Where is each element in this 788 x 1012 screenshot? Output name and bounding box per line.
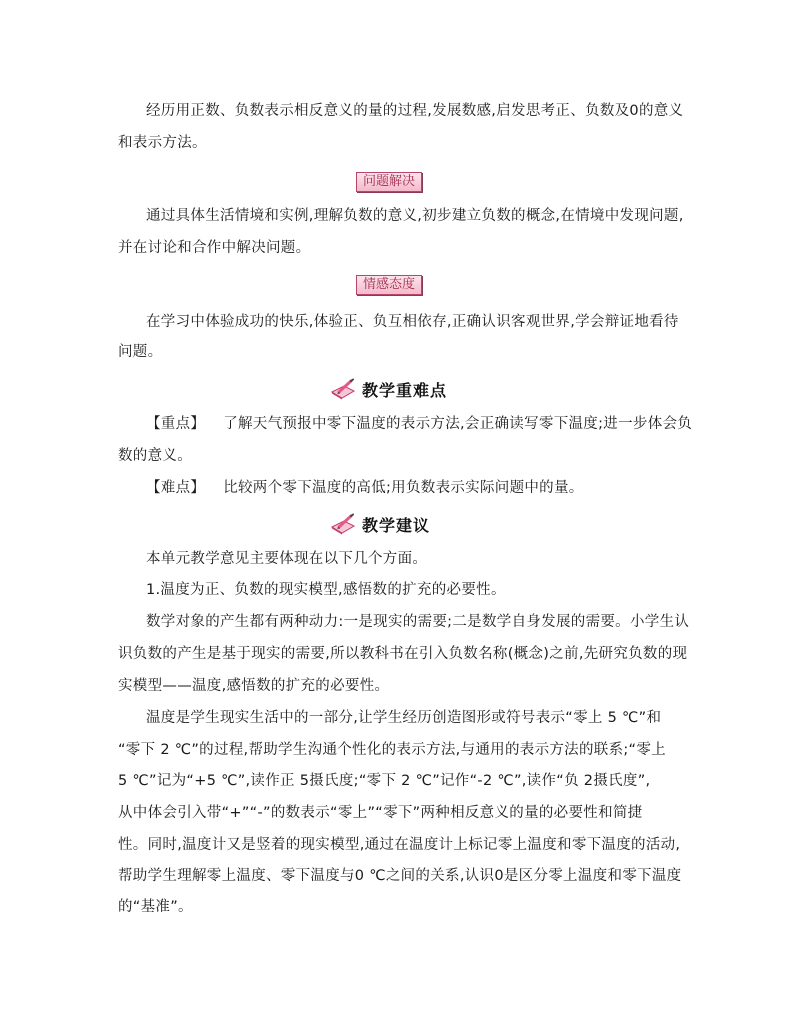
pencil-notebook-icon bbox=[330, 378, 356, 400]
para5-line5: 性。同时,温度计又是竖着的现实模型,通过在温度计上标记零上温度和零下温度的活动, bbox=[118, 837, 681, 853]
difficult-point-line1 bbox=[146, 478, 584, 498]
section-title-suggestions: 教学建议 bbox=[362, 515, 431, 535]
para5-line1: 温度是学生现实生活中的一部分,让学生经历创造图形或符号表示“零上 5 ℃”和 bbox=[146, 710, 662, 726]
para5-line3: 5 ℃”记为“+5 ℃”,读作正 5摄氏度;“零下 2 ℃”记作“-2 ℃”,读作“负 2摄氏度”, bbox=[118, 773, 651, 789]
section-title-key-points: 教学重难点 bbox=[362, 380, 448, 400]
key-point-label: 【重点】 bbox=[146, 416, 206, 432]
section-heading-key-points bbox=[330, 377, 447, 401]
intro-line: 本单元教学意见主要体现在以下几个方面。 bbox=[146, 551, 428, 567]
para4-line2: 识负数的产生是基于现实的需要,所以教科书在引入负数名称(概念)之前,先研究负数的现 bbox=[118, 646, 688, 662]
para3-line1: 在学习中体验成功的快乐,体验正、负互相依存,正确认识客观世界,学会辩证地看待 bbox=[146, 314, 679, 330]
pencil-notebook-icon bbox=[330, 513, 356, 535]
para1-line2: 和表示方法。 bbox=[118, 135, 207, 151]
para4-line3: 实模型——温度,感悟数的扩充的必要性。 bbox=[118, 678, 390, 694]
key-point-line2: 数的意义。 bbox=[118, 448, 192, 464]
item1-title: 1.温度为正、负数的现实模型,感悟数的扩充的必要性。 bbox=[146, 582, 506, 598]
para1-line1: 经历用正数、负数表示相反意义的量的过程,发展数感,启发思考正、负数及0的意义 bbox=[146, 103, 684, 119]
para5-line2: “零下 2 ℃”的过程,帮助学生沟通个性化的表示方法,与通用的表示方法的联系;“零上 bbox=[118, 742, 666, 758]
para3-line2: 问题。 bbox=[118, 344, 163, 360]
para2-line2: 并在讨论和合作中解决问题。 bbox=[118, 240, 311, 256]
key-point-text: 了解天气预报中零下温度的表示方法,会正确读写零下温度;进一步体会负 bbox=[223, 416, 693, 432]
badge-emotion-attitude: 情感态度 bbox=[356, 275, 422, 295]
para2-line1: 通过具体生活情境和实例,理解负数的意义,初步建立负数的概念,在情境中发现问题, bbox=[146, 208, 684, 224]
key-point-line1 bbox=[146, 414, 692, 434]
para5-line6: 帮助学生理解零上温度、零下温度与0 ℃之间的关系,认识0是区分零上温度和零下温度 bbox=[118, 868, 682, 884]
para5-line4: 从中体会引入带“+”“-”的数表示“零上”“零下”两种相反意义的量的必要性和简捷 bbox=[118, 805, 643, 821]
badge-problem-solving: 问题解决 bbox=[356, 172, 422, 192]
difficult-point-label: 【难点】 bbox=[146, 480, 206, 496]
difficult-point-text: 比较两个零下温度的高低;用负数表示实际问题中的量。 bbox=[223, 480, 584, 496]
section-heading-suggestions bbox=[330, 512, 430, 536]
para4-line1: 数学对象的产生都有两种动力:一是现实的需要;二是数学自身发展的需要。小学生认 bbox=[146, 614, 690, 630]
para5-line7: 的“基准”。 bbox=[118, 899, 193, 915]
